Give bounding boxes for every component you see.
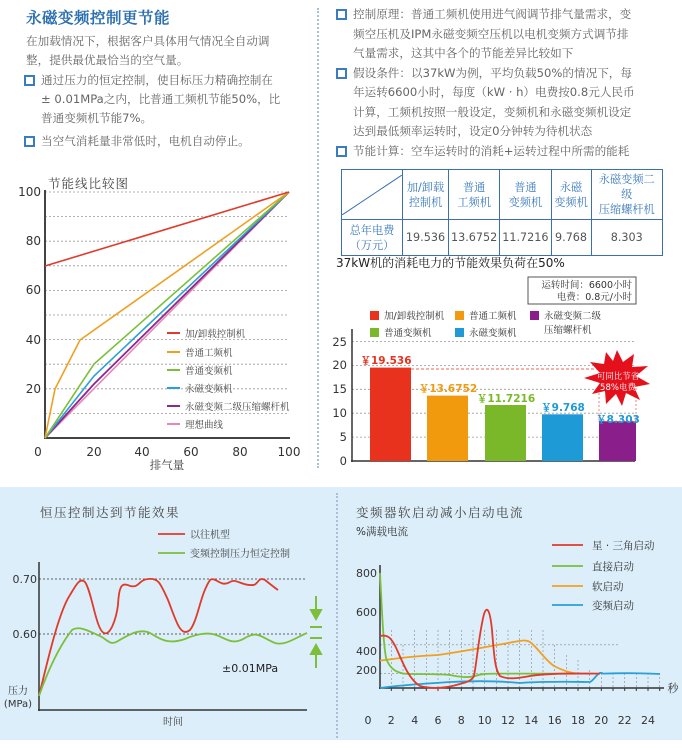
cost-bar-chart <box>330 272 682 472</box>
bullet-line: 通过压力的恒定控制，使目标压力精确控制在 <box>41 73 273 87</box>
svg-text:￥19.536: ￥19.536 <box>360 355 412 367</box>
checkbox-bullet-icon <box>336 146 347 157</box>
svg-text:变频启动: 变频启动 <box>592 600 634 612</box>
svg-text:0: 0 <box>34 445 42 459</box>
svg-text:变频控制压力恒定控制: 变频控制压力恒定控制 <box>190 549 290 560</box>
svg-text:加/卸载控制机: 加/卸载控制机 <box>185 329 246 340</box>
start-x-ticks-labels <box>365 714 656 727</box>
column-divider <box>317 8 319 468</box>
svg-text:0: 0 <box>339 454 347 468</box>
svg-text:2: 2 <box>387 714 395 727</box>
svg-text:可同比节省: 可同比节省 <box>596 372 640 382</box>
svg-text:80: 80 <box>25 234 41 248</box>
checkbox-bullet-icon <box>24 75 35 86</box>
svg-text:800: 800 <box>356 567 377 580</box>
value-cell: 11.7216 <box>500 220 551 256</box>
section-title: 永磁变频控制更节能 <box>26 9 171 27</box>
start-x-unit: 秒 <box>667 682 679 695</box>
pressure-legend <box>158 528 290 560</box>
svg-text:60: 60 <box>183 445 199 459</box>
start-y-ticks <box>356 567 377 677</box>
svg-text:4: 4 <box>411 714 419 727</box>
svg-text:普通工频机: 普通工频机 <box>185 348 233 359</box>
bullet-item <box>336 142 676 162</box>
svg-text:普通工频机: 普通工频机 <box>469 311 517 322</box>
svg-text:电费：0.8元/小时: 电费：0.8元/小时 <box>556 292 632 303</box>
svg-text:12: 12 <box>501 714 515 727</box>
bullet-item <box>336 5 676 64</box>
svg-text:软启动: 软启动 <box>592 581 624 593</box>
svg-text:加/卸载控制机: 加/卸载控制机 <box>384 311 445 322</box>
start-current-y-label: %满载电流 <box>356 526 408 538</box>
svg-text:普通变频机: 普通变频机 <box>384 328 432 339</box>
svg-text:￥13.6752: ￥13.6752 <box>418 383 478 395</box>
svg-text:运转时间：6600小时: 运转时间：6600小时 <box>541 280 632 291</box>
svg-text:直接启动: 直接启动 <box>592 561 634 573</box>
x-tick-labels <box>34 445 300 459</box>
svg-text:20: 20 <box>594 714 609 727</box>
series-direct-start <box>380 573 580 677</box>
svg-text:22: 22 <box>617 714 632 727</box>
bullet-line: 气量需求，这其中各个的节能差异比较如下 <box>353 46 574 60</box>
bullet-item <box>24 132 314 151</box>
left-bullet-list <box>24 71 314 151</box>
svg-text:永磁变频二级压缩螺杆机: 永磁变频二级压缩螺杆机 <box>185 402 290 413</box>
bullet-line: 控制原理：普通工频机使用进气阀调节排气量需求，变 <box>353 7 632 21</box>
y-tick-labels <box>18 185 41 396</box>
svg-text:80: 80 <box>232 445 248 459</box>
svg-text:10: 10 <box>477 714 492 727</box>
svg-text:100: 100 <box>277 445 301 459</box>
svg-text:￥9.768: ￥9.768 <box>541 402 585 414</box>
header-cell: 普通 变频机 <box>500 170 551 220</box>
svg-text:星 · 三角启动: 星 · 三角启动 <box>592 540 655 552</box>
svg-text:16: 16 <box>547 714 562 727</box>
bar-fixed-speed <box>427 396 468 461</box>
svg-text:18: 18 <box>571 714 585 727</box>
header-cell: 普通 工频机 <box>449 170 500 220</box>
bullet-line: 年运转6600小时，每度（kW · h）电费按0.8元人民币 <box>353 85 635 99</box>
svg-text:600: 600 <box>356 606 377 619</box>
svg-text:20: 20 <box>332 358 347 372</box>
bullet-line: 频空压机及IPM永磁变频空压机以电机变频方式调节排 <box>353 26 629 41</box>
pressure-y-ticks <box>13 573 38 641</box>
svg-text:永磁变频二级: 永磁变频二级 <box>544 311 602 322</box>
right-bullet-list <box>336 5 676 161</box>
tolerance-label: ±0.01MPa <box>222 662 279 675</box>
svg-text:理想曲线: 理想曲线 <box>185 420 224 431</box>
svg-text:5: 5 <box>339 430 347 444</box>
savings-line-chart <box>0 185 315 470</box>
svg-text:14: 14 <box>524 714 539 727</box>
pressure-x-label: 时间 <box>163 717 183 728</box>
svg-text:20: 20 <box>25 382 41 396</box>
pressure-chart <box>0 520 335 740</box>
svg-text:(MPa): (MPa) <box>3 699 33 710</box>
x-axis-label: 排气量 <box>149 458 185 470</box>
value-cell: 8.303 <box>591 220 662 256</box>
bar-chart-title: 37kW机的消耗电力的节能效果负荷在50% <box>336 256 565 270</box>
bullet-line: 计算，工频机按照一般设定，变频机和永磁变频机设定 <box>353 104 632 119</box>
header-cell: 永磁 变频机 <box>551 170 591 220</box>
svg-text:24: 24 <box>641 714 655 727</box>
svg-text:0.60: 0.60 <box>12 628 37 641</box>
svg-text:￥11.7216: ￥11.7216 <box>476 393 536 405</box>
start-legend <box>552 539 655 612</box>
svg-text:40: 40 <box>25 333 41 347</box>
row-label-cell: 总年电费 （万元） <box>342 220 403 256</box>
bullet-item <box>24 71 314 128</box>
start-current-chart-title: 变频器软启动减小启动电流 <box>356 505 525 520</box>
svg-text:58%电费: 58%电费 <box>600 383 636 393</box>
header-cell: 加/卸载 控制机 <box>403 170 449 220</box>
bullet-line: 节能计算：空车运转时的消耗+运转过程中所需的能耗 <box>353 143 630 158</box>
svg-text:0.70: 0.70 <box>12 573 37 586</box>
svg-text:40: 40 <box>134 445 150 459</box>
bullet-item <box>336 64 676 142</box>
value-cell: 9.768 <box>551 220 591 256</box>
bullet-line: 当空气消耗量非常低时，电机自动停止。 <box>41 134 250 148</box>
value-cell: 13.6752 <box>449 220 500 256</box>
svg-text:压缩螺杆机: 压缩螺杆机 <box>544 325 592 336</box>
svg-text:400: 400 <box>356 645 377 658</box>
svg-text:永磁变频机: 永磁变频机 <box>469 328 517 339</box>
bar-load-unload <box>370 368 411 461</box>
start-current-chart <box>340 530 682 740</box>
svg-text:25: 25 <box>332 335 347 349</box>
intro-line: 在加载情况下，根据客户具体用气情况全自动调 <box>26 34 270 48</box>
bullet-line: 达到最低频率运转时，设定0分钟转为待机状态 <box>353 124 593 138</box>
bar-y-tick-labels <box>332 335 347 468</box>
diagonal-header-cell <box>342 170 403 220</box>
bottom-divider <box>336 493 338 738</box>
svg-text:200: 200 <box>356 664 377 677</box>
intro-text <box>26 32 311 70</box>
svg-text:0: 0 <box>364 714 372 727</box>
svg-text:￥8.303: ￥8.303 <box>596 414 640 426</box>
bar-chart-legend <box>370 310 602 339</box>
svg-text:以往机型: 以往机型 <box>190 530 230 541</box>
table-header-row <box>342 170 663 220</box>
svg-text:100: 100 <box>18 185 41 199</box>
bullet-line: ± 0.01MPa之内，比普通工频机节能50%，比 <box>41 92 281 106</box>
svg-text:压力: 压力 <box>8 686 28 697</box>
annual-cost-table <box>341 169 663 256</box>
line-chart-title: 节能线比较图 <box>48 176 130 191</box>
pressure-y-label <box>4 684 32 710</box>
checkbox-bullet-icon <box>336 68 347 79</box>
diagonal-line <box>342 175 402 215</box>
svg-text:60: 60 <box>25 283 41 297</box>
bar-pm-vfd <box>542 414 583 461</box>
bullet-line: 普通变频机节能7%。 <box>41 111 153 125</box>
svg-text:15: 15 <box>332 382 347 396</box>
bar-pm-two-stage <box>599 421 636 461</box>
table-row <box>342 220 663 256</box>
tolerance-arrows-icon <box>310 596 322 668</box>
checkbox-bullet-icon <box>24 136 35 147</box>
svg-text:普通变频机: 普通变频机 <box>185 366 233 377</box>
line-chart-legend <box>167 328 290 431</box>
start-grid <box>380 630 660 688</box>
intro-line: 整，提供最优最恰当的空气量。 <box>26 53 189 67</box>
value-cell: 19.536 <box>403 220 449 256</box>
svg-text:20: 20 <box>86 445 102 459</box>
svg-text:永磁变频机: 永磁变频机 <box>185 384 233 395</box>
series-star-delta-start <box>380 610 600 688</box>
bar-standard-vfd <box>485 405 526 461</box>
header-cell: 永磁变频二级 压缩螺杆机 <box>591 170 662 220</box>
checkbox-bullet-icon <box>336 9 347 20</box>
pressure-chart-title: 恒压控制达到节能效果 <box>40 505 181 520</box>
bullet-line: 假设条件：以37kW为例，平均负载50%的情况下，每 <box>353 65 632 80</box>
svg-text:6: 6 <box>434 714 442 727</box>
svg-text:8: 8 <box>457 714 465 727</box>
svg-text:10: 10 <box>332 406 347 420</box>
